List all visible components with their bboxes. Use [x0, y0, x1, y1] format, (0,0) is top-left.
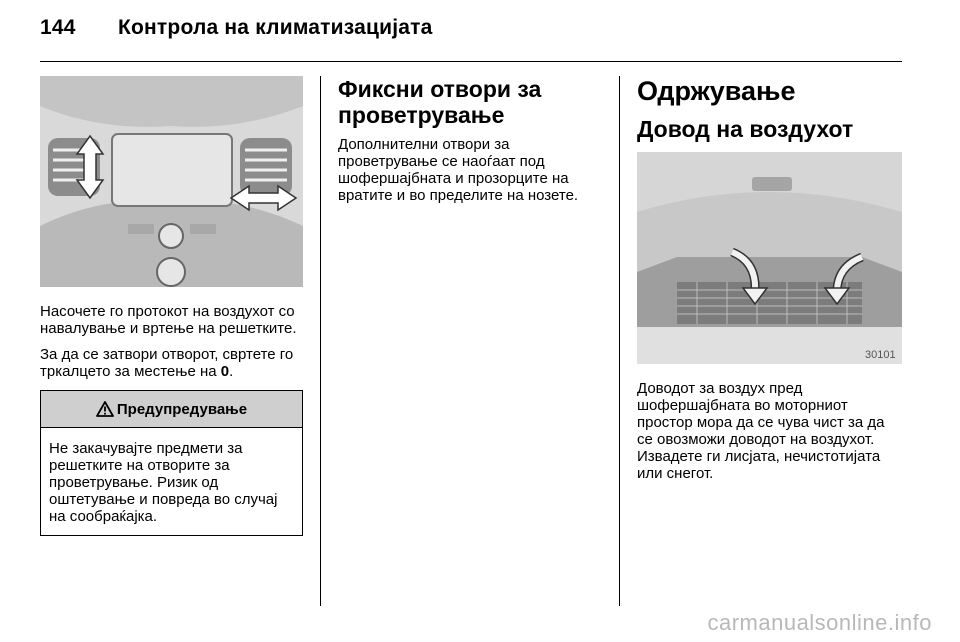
- fixed-vents-heading: Фиксни отвори за проветрување: [338, 76, 542, 128]
- watermark: carmanualsonline.info: [707, 610, 932, 635]
- vent-close-text: За да се затвори отворот, свртете го тркалцето за местење на: [40, 346, 294, 380]
- vent-close-period: .: [229, 363, 234, 380]
- header-rule: [40, 61, 902, 62]
- zero-position-symbol: 0: [220, 363, 230, 380]
- dashboard-vents-illustration: [40, 76, 303, 287]
- warning-triangle-icon: [96, 401, 114, 417]
- warning-body: Не закачувајте предмети за решетките на отворите за проветрување. Ризик од оштетување и повреда во случај на сообраќајка.: [49, 440, 278, 525]
- vent-close-paragraph: [40, 346, 303, 380]
- right-column: [637, 76, 902, 482]
- maintenance-heading: Одржување: [637, 76, 796, 106]
- warning-header: [41, 391, 302, 428]
- column-divider-right: [619, 76, 620, 606]
- vent-direction-paragraph: Насочете го протокот на воздухот со навалување и вртење на решетките.: [40, 303, 297, 337]
- warning-title: Предупредување: [116, 400, 248, 418]
- page-header: [40, 16, 432, 40]
- middle-column: [338, 76, 600, 204]
- fixed-vents-paragraph: Дополнителни отвори за проветрување се наоѓаат под шофершајбната и прозорците на вратите и во пределите на нозете.: [338, 136, 579, 204]
- page-number: 144: [40, 16, 76, 39]
- section-title: Контрола на климатизацијата: [118, 16, 433, 39]
- column-divider-left: [320, 76, 321, 606]
- air-intake-heading: Довод на воздухот: [637, 116, 854, 142]
- left-column: [40, 76, 303, 536]
- air-intake-illustration: [637, 152, 902, 364]
- warning-box: [40, 390, 303, 536]
- air-intake-paragraph: Доводот за воздух пред шофершајбната во моторниот простор мора да се чува чист за да се овозможи доводот на воздухот. Извадете ги лисјата, нечистотијата или снегот.: [637, 380, 885, 482]
- figure-code: 30101: [865, 349, 896, 361]
